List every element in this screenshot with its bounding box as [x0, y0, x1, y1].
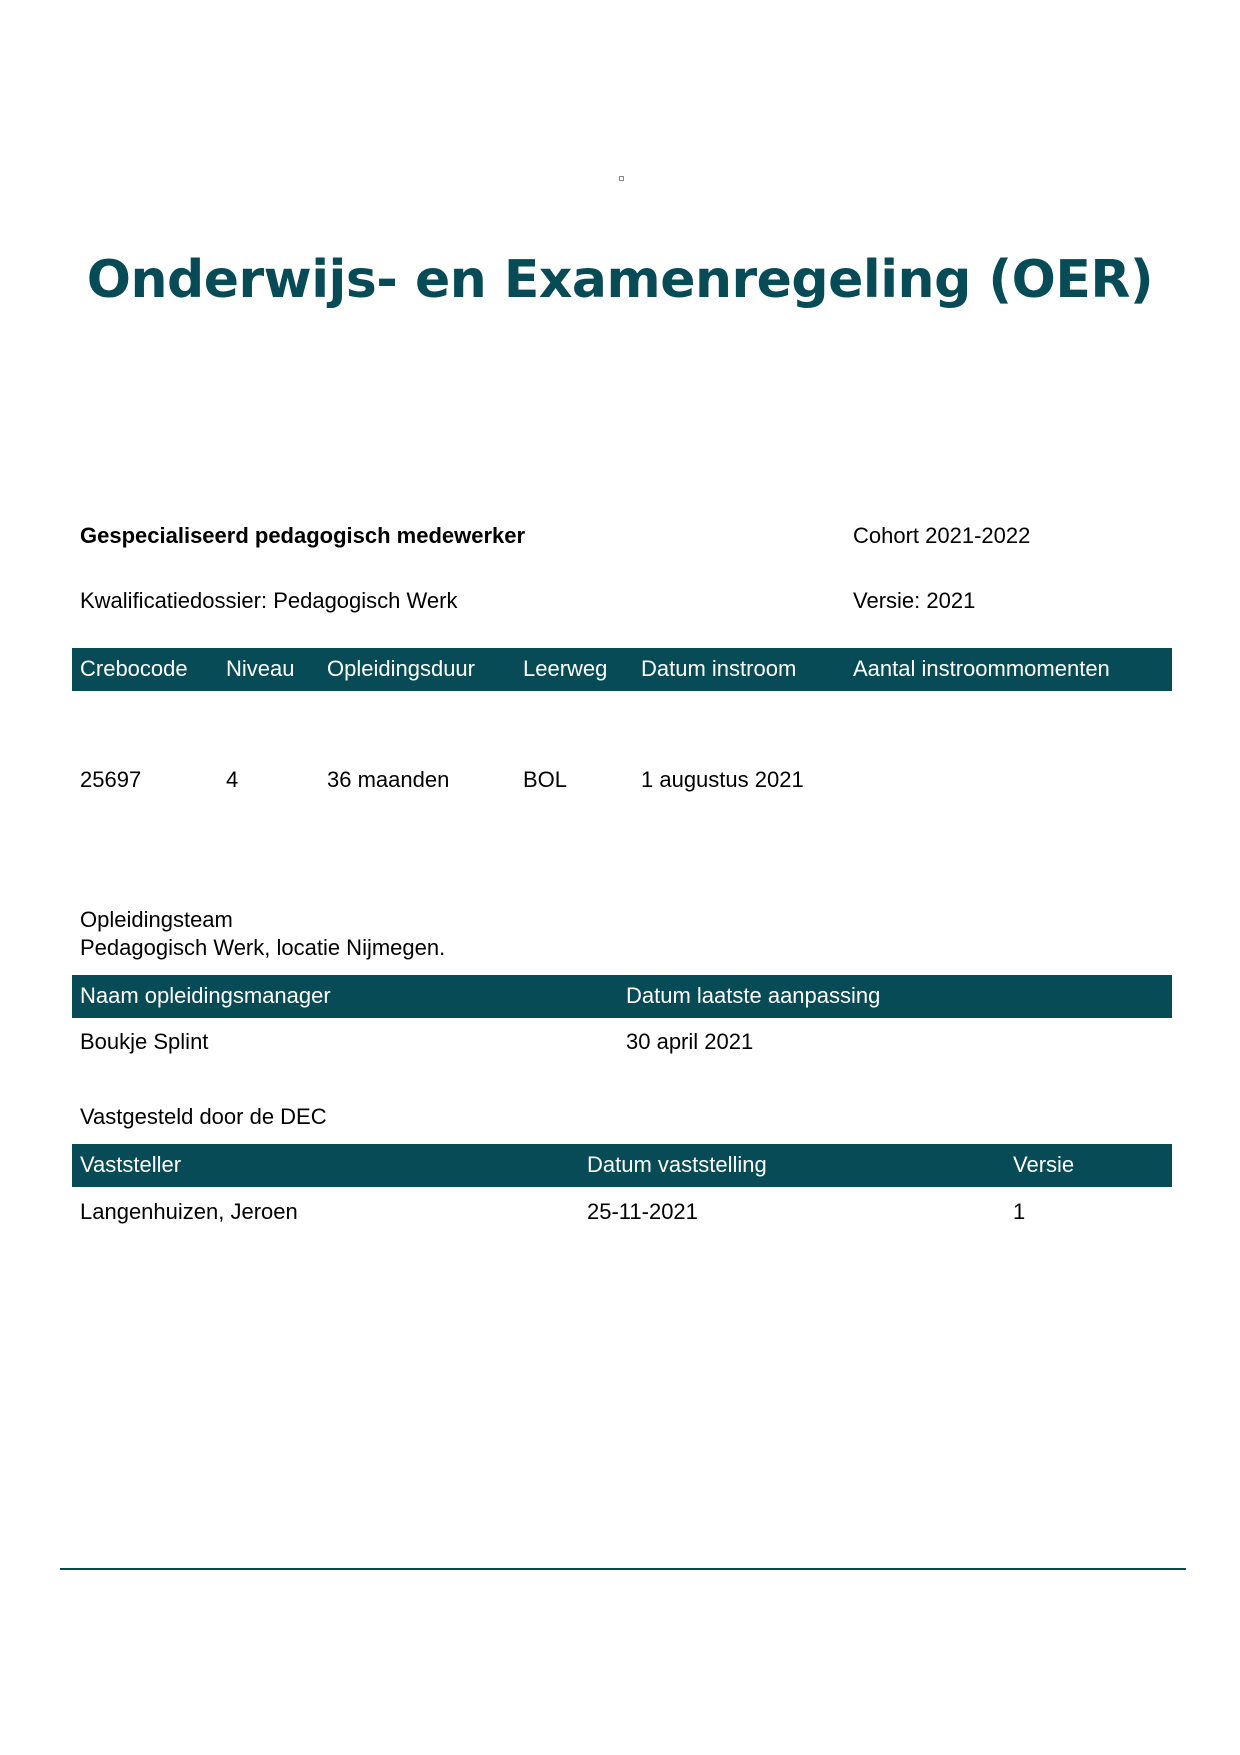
- qualification-file: Kwalificatiedossier: Pedagogisch Werk: [80, 588, 458, 613]
- approval-heading: Vastgesteld door de DEC: [80, 1104, 327, 1129]
- header-datum-vaststelling: Datum vaststelling: [587, 1152, 767, 1177]
- header-crebocode: Crebocode: [80, 656, 188, 681]
- header-datum-instroom: Datum instroom: [641, 656, 797, 681]
- cell-datum-vaststelling: 25-11-2021: [587, 1199, 698, 1224]
- cell-datum-instroom: 1 augustus 2021: [641, 767, 804, 792]
- approval-table-header: [72, 1144, 1172, 1187]
- program-name: Gespecialiseerd pedagogisch medewerker: [80, 523, 526, 548]
- image-placeholder-icon: [619, 176, 624, 181]
- header-niveau: Niveau: [226, 656, 295, 681]
- cell-niveau: 4: [226, 767, 239, 792]
- footer-divider: [60, 1568, 1186, 1570]
- cohort-label: Cohort 2021-2022: [853, 523, 1031, 548]
- cell-crebocode: 25697: [80, 767, 142, 792]
- cell-leerweg: BOL: [523, 767, 568, 792]
- version-label: Versie: 2021: [853, 588, 976, 613]
- header-leerweg: Leerweg: [523, 656, 608, 681]
- team-heading: Opleidingsteam: [80, 907, 233, 932]
- cell-vaststeller: Langenhuizen, Jeroen: [80, 1199, 298, 1224]
- team-name: Pedagogisch Werk, locatie Nijmegen.: [80, 935, 446, 960]
- manager-table-header: [72, 975, 1172, 1018]
- cell-last-modified: 30 april 2021: [626, 1029, 754, 1054]
- header-opleidingsduur: Opleidingsduur: [327, 656, 475, 681]
- header-datum-laatste-aanpassing: Datum laatste aanpassing: [626, 983, 881, 1008]
- header-aantal-instroommomenten: Aantal instroommomenten: [853, 656, 1110, 681]
- program-table-header: [72, 648, 1172, 691]
- cell-versie: 1: [1013, 1199, 1026, 1224]
- header-versie: Versie: [1013, 1152, 1075, 1177]
- header-vaststeller: Vaststeller: [80, 1152, 182, 1177]
- cell-manager-name: Boukje Splint: [80, 1029, 209, 1054]
- cell-opleidingsduur: 36 maanden: [327, 767, 450, 792]
- header-naam-opleidingsmanager: Naam opleidingsmanager: [80, 983, 331, 1008]
- page-title: Onderwijs- en Examenregeling (OER): [86, 250, 1154, 310]
